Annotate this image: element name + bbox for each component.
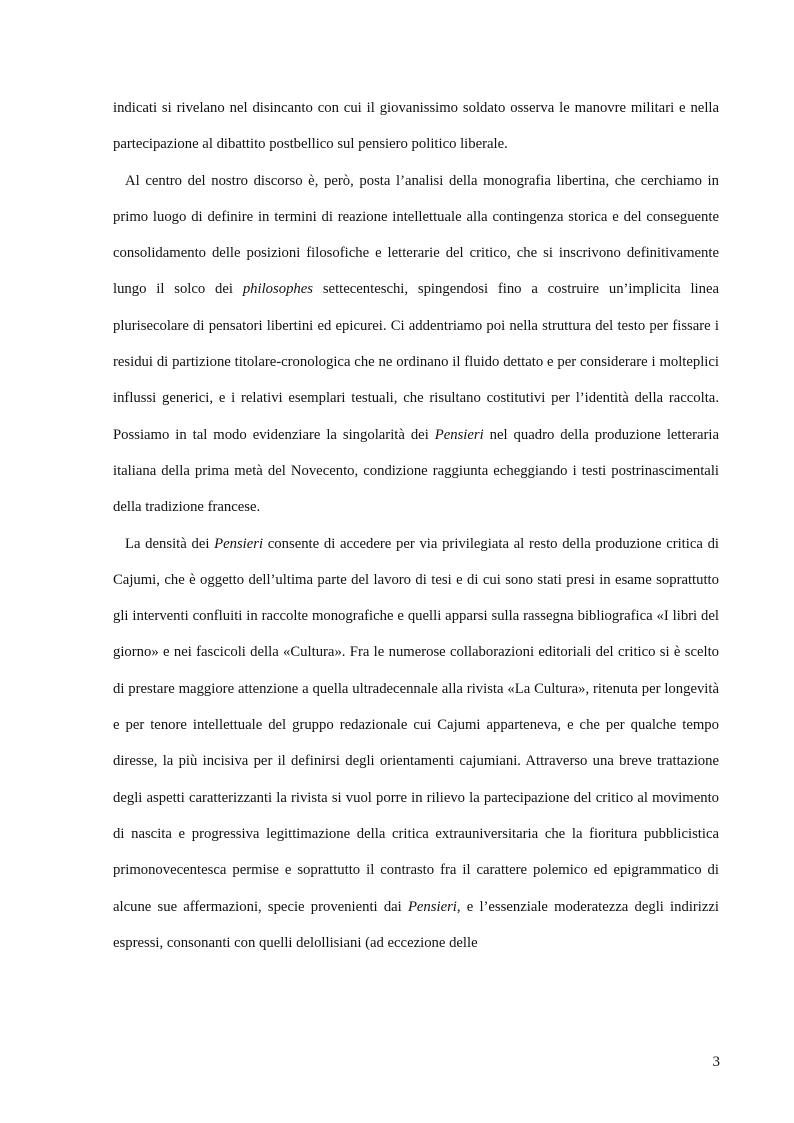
italic-title: Pensieri — [434, 426, 484, 443]
text-run: La densità dei — [125, 535, 215, 552]
paragraph — [113, 526, 719, 962]
italic-title: philosophes — [242, 281, 314, 298]
page-body — [113, 90, 719, 961]
text-run: indicati si rivelano nel disincanto con cui il giovanissimo soldato osserva le manovre militari e nella partecipazione al dibattito postbellico sul pensiero politico liberale. — [113, 100, 719, 153]
paragraph — [113, 90, 719, 163]
italic-title: Pensieri — [407, 898, 457, 915]
text-run: , e l’essenziale moderatezza degli indirizzi espressi, consonanti con quelli delollisiani (ad eccezione delle — [113, 898, 719, 951]
paragraph — [113, 163, 719, 526]
text-run: nel quadro della produzione letteraria italiana della prima metà del Novecento, condizione raggiunta echeggiando i testi postrinascimentali della tradizione francese. — [113, 426, 720, 516]
text-run: settecenteschi, spingendosi fino a costruire un’implicita linea plurisecolare di pensatori libertini ed epicurei. Ci addentriamo poi nella struttura del testo per fissare i residui di partizione titolare-cronologica che ne ordinano il fluido dettato e per considerare i molteplici influssi generici, e i relativi esemplari testuali, che risultano costitutivi per l’identità della raccolta. Possiamo in tal modo evidenziare la singolarità dei — [113, 281, 719, 443]
text-run: consente di accedere per via privilegiata al resto della produzione critica di Cajumi, che è oggetto dell’ultima parte del lavoro di tesi e di cui sono stati presi in esame soprattutto gli interventi confluiti in raccolte monografiche e quelli apparsi sulla rassegna bibliografica «I libri del giorno» e nei fascicoli della «Cultura». Fra le numerose collaborazioni editoriali del critico si è scelto di prestare maggiore attenzione a quella ultradecennale alla rivista «La Cultura», ritenuta per longevità e per tenore intellettuale del gruppo redazionale cui Cajumi apparteneva, e che per qualche tempo diresse, la più incisiva per il definirsi degli orientamenti cajumiani. Attraverso una breve trattazione degli aspetti caratterizzanti la rivista si vuol porre in rilievo la partecipazione del critico al movimento di nascita e progressiva legittimazione della critica extrauniversitaria che la fioritura pubblicistica primonovecentesca permise e soprattutto il contrasto fra il carattere polemico ed epigrammatico di alcune sue affermazioni, specie provenienti dai — [113, 535, 719, 915]
italic-title: Pensieri — [214, 535, 264, 552]
page-number: 3 — [712, 1054, 720, 1070]
text-run: Al centro del nostro discorso è, però, posta l’analisi della monografia libertina, che cerchiamo in primo luogo di definire in termini di reazione intellettuale alla contingenza storica e del conseguente consolidamento delle posizioni filosofiche e letterarie del critico, che si inscrivono definitivamente lungo il solco dei — [113, 172, 719, 298]
